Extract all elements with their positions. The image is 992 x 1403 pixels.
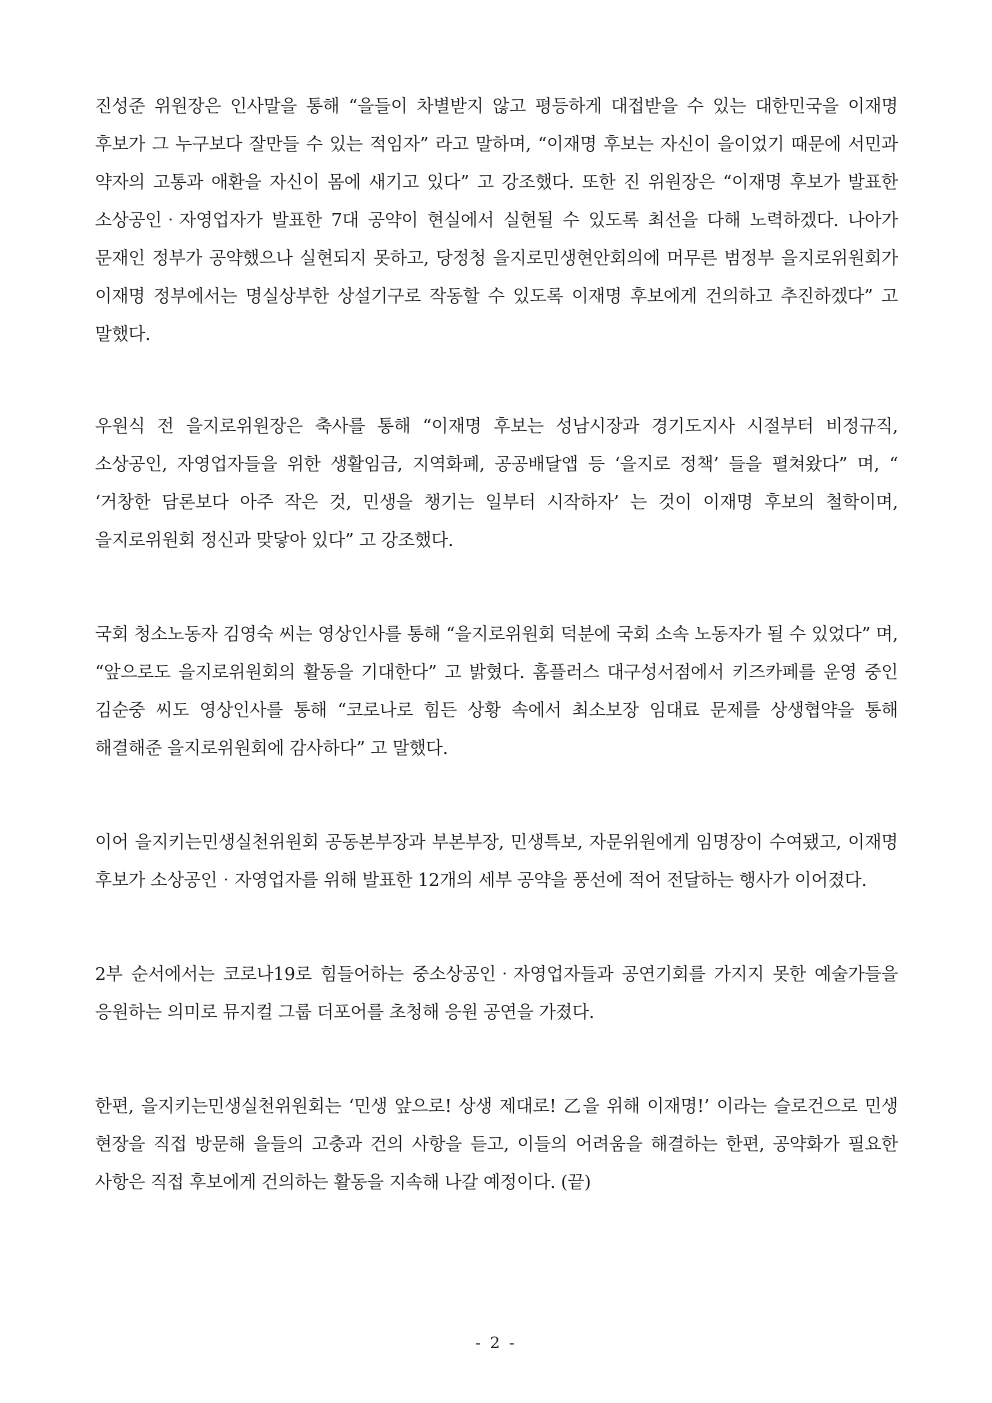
page-number: - 2 - bbox=[475, 1333, 517, 1352]
paragraph-second-part: 2부 순서에서는 코로나19로 힘들어하는 중소상공인‧자영업자들과 공연기회를 가지지 못한 예술가들을 응원하는 의미로 뮤지컬 그룹 더포어를 초청해 응원 공연을 가졌다. bbox=[95, 965, 898, 1023]
paragraph-appointment-ceremony: 이어 을지키는민생실천위원회 공동본부장과 부본부장, 민생특보, 자문위원에게 임명장이 수여됐고, 이재명 후보가 소상공인‧자영업자를 위해 발표한 12개의 세부 공약을 풍선에 적어 전달하는 행사가 이어졌다. bbox=[95, 833, 898, 891]
paragraph-closing: 한편, 을지키는민생실천위원회는 ‘민생 앞으로! 상생 제대로! 乙을 위해 이재명!’ 이라는 슬로건으로 민생 현장을 직접 방문해 을들의 고충과 건의 사항을 듣고, 이들의 어려움을 해결하는 한편, 공약화가 필요한 사항은 직접 후보에게 건의하는 활동을 지속해 나갈 예정이다. (끝) bbox=[95, 1097, 898, 1193]
paragraph-congratulatory-speech: 우원식 전 을지로위원장은 축사를 통해 “이재명 후보는 성남시장과 경기도지사 시절부터 비정규직, 소상공인, 자영업자들을 위한 생활임금, 지역화폐, 공공배달앱 등 ‘을지로 정책’ 들을 펼쳐왔다” 며, “ ‘거창한 담론보다 아주 작은 것, 민생을 챙기는 일부터 시작하자’ 는 것이 이재명 후보의 철학이며, 을지로위원회 정신과 맞닿아 있다” 고 강조했다. bbox=[95, 417, 898, 551]
paragraph-chair-greeting: 진성준 위원장은 인사말을 통해 “을들이 차별받지 않고 평등하게 대접받을 수 있는 대한민국을 이재명 후보가 그 누구보다 잘만들 수 있는 적임자” 라고 말하며, “이재명 후보는 자신이 을이었기 때문에 서민과 약자의 고통과 애환을 자신이 몸에 새기고 있다” 고 강조했다. 또한 진 위원장은 “이재명 후보가 발표한 소상공인‧자영업자가 발표한 7대 공약이 현실에서 실현될 수 있도록 최선을 다해 노력하겠다. 나아가 문재인 정부가 공약했으나 실현되지 못하고, 당정청 을지로민생현안회의에 머무른 범정부 을지로위원회가 이재명 정부에서는 명실상부한 상설기구로 작동할 수 있도록 이재명 후보에게 건의하고 추진하겠다” 고 말했다. bbox=[95, 97, 898, 345]
document-body bbox=[95, 88, 898, 1202]
paragraph-video-greetings: 국회 청소노동자 김영숙 씨는 영상인사를 통해 “을지로위원회 덕분에 국회 소속 노동자가 될 수 있었다” 며, “앞으로도 을지로위원회의 활동을 기대한다” 고 밝혔다. 홈플러스 대구성서점에서 키즈카페를 운영 중인 김순중 씨도 영상인사를 통해 “코로나로 힘든 상황 속에서 최소보장 임대료 문제를 상생협약을 통해 해결해준 을지로위원회에 감사하다” 고 말했다. bbox=[95, 625, 898, 759]
